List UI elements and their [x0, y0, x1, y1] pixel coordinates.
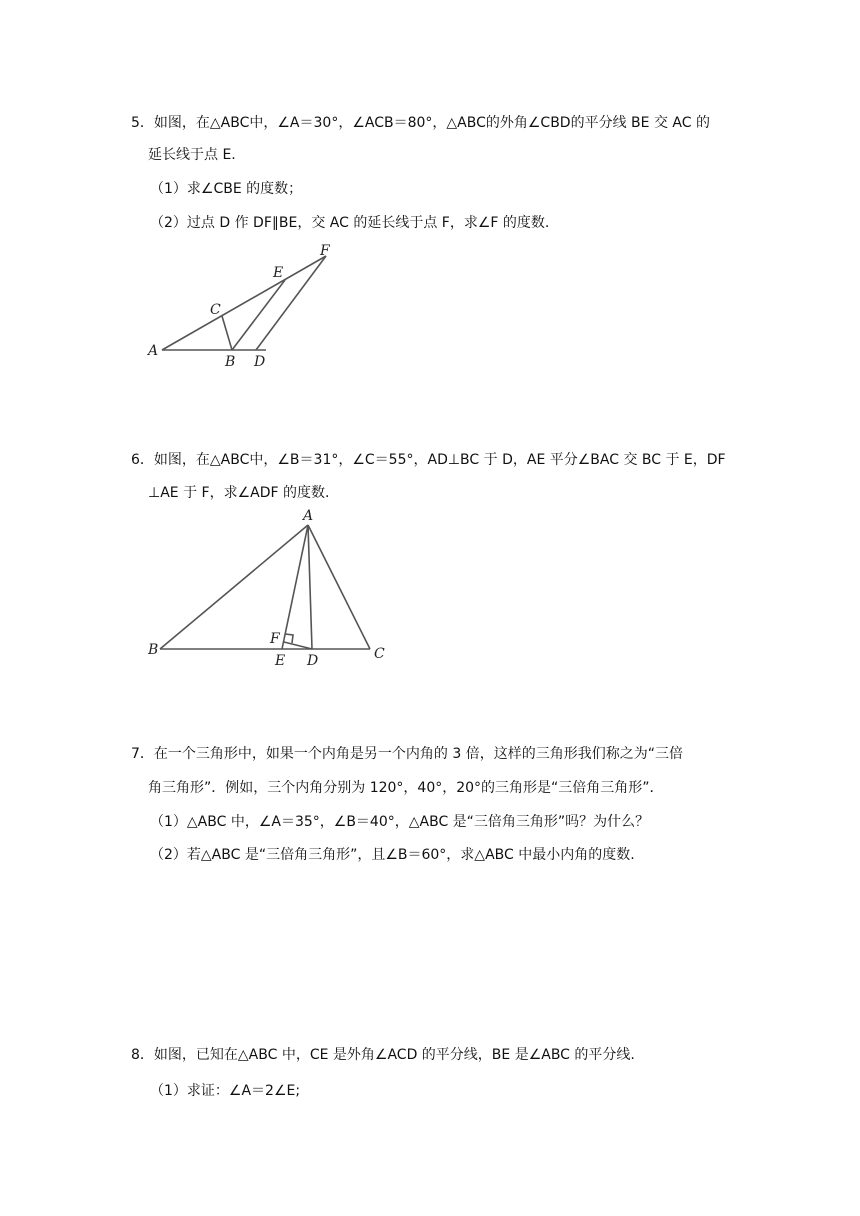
q5-seg-DF	[256, 256, 326, 350]
q6-figure	[140, 503, 400, 673]
q7-stem-line2: 角三角形”．例如，三个内角分别为 120°，40°，20°的三角形是“三倍角三角形”．	[148, 780, 664, 796]
q6-right-angle-mark	[285, 634, 293, 643]
q5-figure	[140, 238, 350, 374]
q6-label-A: A	[303, 508, 314, 524]
q7-part1: （1）△ABC 中，∠A＝35°，∠B＝40°，△ABC 是“三倍角三角形”吗？为什么？	[150, 814, 650, 830]
q6-label-F: F	[270, 631, 280, 647]
q5-seg-BE	[232, 280, 285, 350]
q5-part1: （1）求∠CBE 的度数；	[150, 181, 303, 197]
q5-label-A: A	[148, 343, 159, 359]
q5-stem-line1: 5．如图，在△ABC中，∠A＝30°，∠ACB＝80°，△ABC的外角∠CBD的平分线 BE 交 AC 的	[131, 115, 710, 131]
q5-label-B: B	[225, 354, 236, 370]
q6-stem-line2: ⊥AE 于 F，求∠ADF 的度数.	[148, 485, 330, 501]
q5-stem-line2: 延长线于点 E.	[148, 147, 236, 163]
q6-seg-AD	[308, 525, 312, 649]
q6-seg-AC	[308, 525, 370, 649]
q5-label-E: E	[273, 265, 284, 281]
q7-stem-line1: 7．在一个三角形中，如果一个内角是另一个内角的 3 倍，这样的三角形我们称之为“三倍	[131, 746, 683, 762]
q5-label-D: D	[254, 354, 266, 370]
q5-seg-AF	[162, 256, 326, 350]
q6-seg-DF	[284, 642, 312, 649]
q6-label-B: B	[148, 642, 159, 658]
q8-part1: （1）求证：∠A＝2∠E;	[150, 1083, 301, 1099]
q6-label-D: D	[307, 653, 319, 669]
q5-part2: （2）过点 D 作 DF∥BE，交 AC 的延长线于点 F，求∠F 的度数.	[150, 215, 550, 231]
q6-label-C: C	[374, 646, 385, 662]
q6-stem-line1: 6．如图，在△ABC中，∠B＝31°，∠C＝55°，AD⊥BC 于 D，AE 平分∠BAC 交 BC 于 E，DF	[131, 452, 726, 468]
q5-label-F: F	[320, 243, 330, 259]
q7-part2: （2）若△ABC 是“三倍角三角形”，且∠B＝60°，求△ABC 中最小内角的度数.	[150, 847, 635, 863]
q6-label-E: E	[275, 653, 286, 669]
q5-seg-CB	[222, 316, 232, 350]
q8-stem-line1: 8．如图，已知在△ABC 中，CE 是外角∠ACD 的平分线，BE 是∠ABC 的平分线.	[131, 1047, 635, 1063]
q5-label-C: C	[210, 302, 221, 318]
